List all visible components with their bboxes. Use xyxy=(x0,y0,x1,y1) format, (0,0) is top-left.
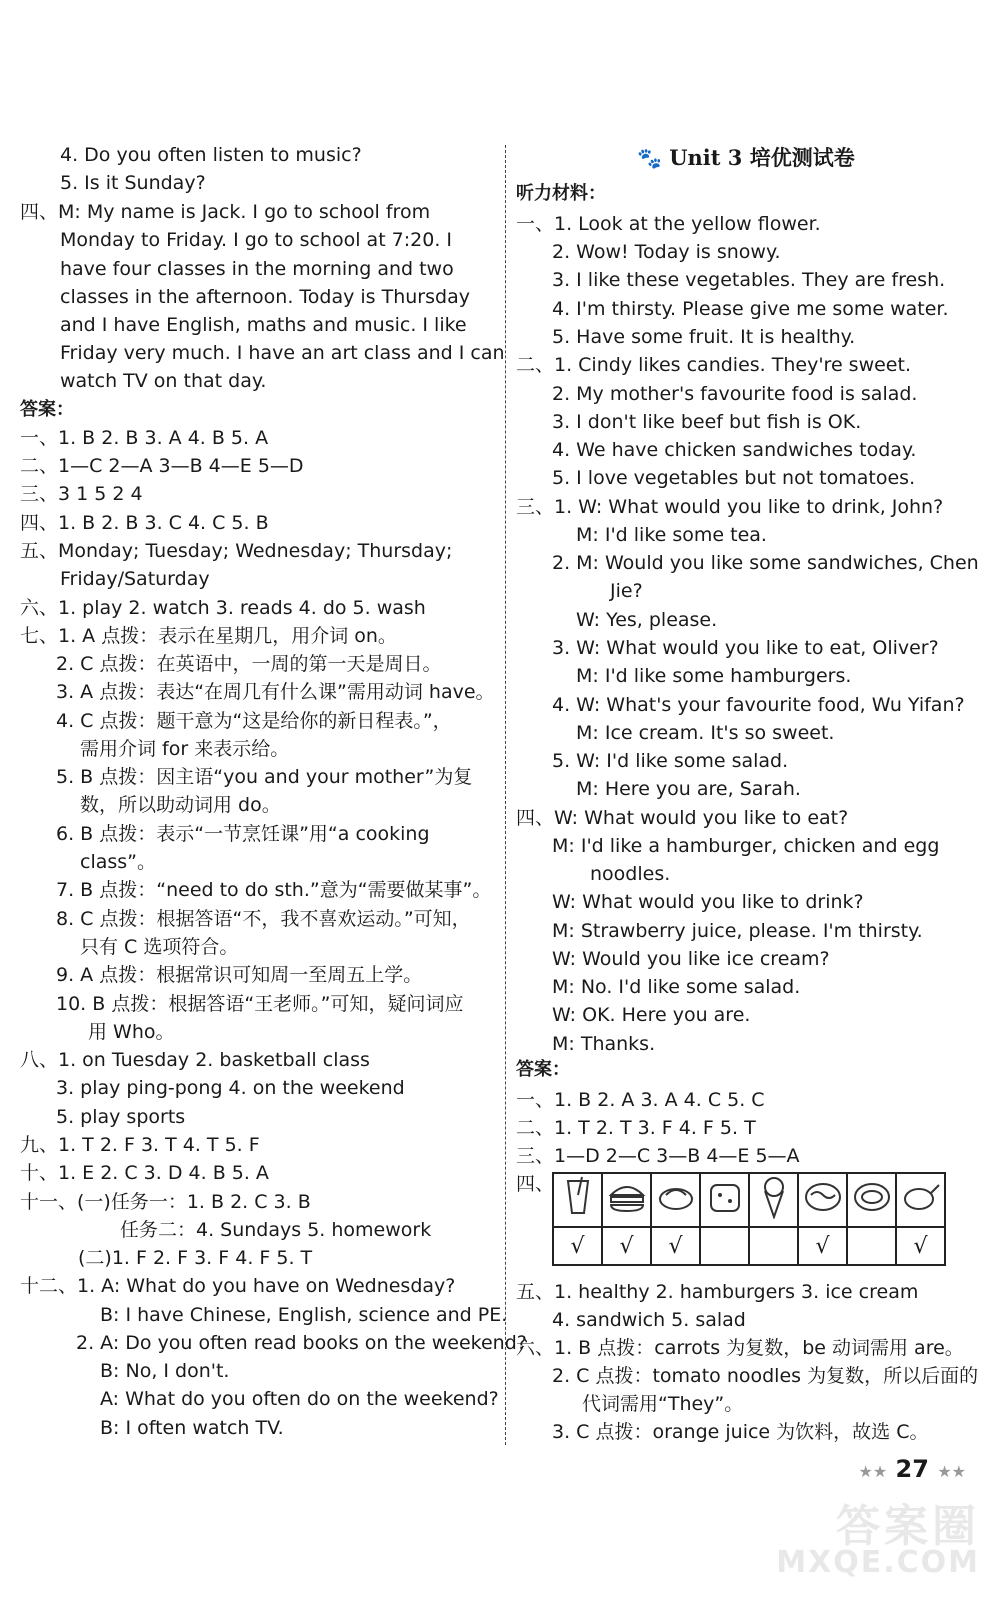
text-line: Friday very much. I have an art class and I can xyxy=(60,342,505,364)
star-icon: ★★ xyxy=(937,1462,966,1481)
text-line: B: I have Chinese, English, science and PE. xyxy=(100,1304,508,1326)
text-line: 七、1. A 点拨：表示在星期几，用介词 on。 xyxy=(20,625,397,647)
text-line: 四、1. B 2. B 3. C 4. C 5. B xyxy=(20,512,269,534)
text-line: 二、1. Cindy likes candies. They're sweet. xyxy=(516,354,911,376)
text-line: 六、1. B 点拨：carrots 为复数，be 动词需用 are。 xyxy=(516,1337,964,1359)
text-line: 4. I'm thirsty. Please give me some water. xyxy=(552,298,949,320)
watermark-url: MXQE.COM xyxy=(776,1545,980,1580)
text-line: 数，所以助动词用 do。 xyxy=(80,794,281,816)
text-line: 二、1—C 2—A 3—B 4—E 5—D xyxy=(20,455,304,477)
text-line: A: What do you often do on the weekend? xyxy=(100,1388,499,1410)
ice-cream-picture-icon xyxy=(749,1173,798,1227)
noodles-picture-icon xyxy=(798,1173,847,1227)
text-line: 3. W: What would you like to eat, Oliver? xyxy=(552,637,939,659)
page-number xyxy=(859,1455,967,1483)
bread-picture-icon xyxy=(700,1173,749,1227)
text-line: 3. play ping-pong 4. on the weekend xyxy=(56,1077,405,1099)
text-line: 4. Do you often listen to music? xyxy=(60,144,362,166)
check-cell: √ xyxy=(651,1227,700,1265)
text-line: have four classes in the morning and two xyxy=(60,258,454,280)
text-line: 五、Monday; Tuesday; Wednesday; Thursday; xyxy=(20,540,453,562)
text-line: M: Strawberry juice, please. I'm thirsty. xyxy=(552,920,923,942)
text-line: 2. C 点拨：在英语中，一周的第一天是周日。 xyxy=(56,653,442,675)
text-line: 十、1. E 2. C 3. D 4. B 5. A xyxy=(20,1162,269,1184)
text-line: M: Here you are, Sarah. xyxy=(576,778,801,800)
listening-heading: 听力材料： xyxy=(516,183,606,204)
paw-icon: 🐾 xyxy=(637,146,662,170)
text-line: classes in the afternoon. Today is Thursday xyxy=(60,286,470,308)
text-line: M: I'd like some hamburgers. xyxy=(576,665,852,687)
text-line: 2. C 点拨：tomato noodles 为复数，所以后面的 xyxy=(552,1365,979,1387)
text-line: 任务二：4. Sundays 5. homework xyxy=(120,1219,432,1241)
text-line: 6. B 点拨：表示“一节烹饪课”用“a cooking xyxy=(56,823,430,845)
text-line: 2. My mother's favourite food is salad. xyxy=(552,383,918,405)
check-cell: √ xyxy=(798,1227,847,1265)
text-line: 四、W: What would you like to eat? xyxy=(516,807,849,829)
text-line: 八、1. on Tuesday 2. basketball class xyxy=(20,1049,370,1071)
text-line: class”。 xyxy=(80,851,157,873)
text-line: 4. We have chicken sandwiches today. xyxy=(552,439,917,461)
text-line: and I have English, maths and music. I like xyxy=(60,314,467,336)
page-number-text: 27 xyxy=(895,1455,929,1483)
text-line: 5. I love vegetables but not tomatoes. xyxy=(552,467,916,489)
text-line: 一、1. B 2. A 3. A 4. C 5. C xyxy=(516,1089,765,1111)
check-cell: √ xyxy=(553,1227,602,1265)
unit-title xyxy=(637,142,855,172)
check-cell: √ xyxy=(896,1227,945,1265)
text-line: 用 Who。 xyxy=(88,1021,175,1043)
text-line: 8. C 点拨：根据答语“不，我不喜欢运动。”可知， xyxy=(56,908,471,930)
check-cell xyxy=(847,1227,896,1265)
text-line: W: Would you like ice cream? xyxy=(552,948,830,970)
text-line: 5. B 点拨：因主语“you and your mother”为复 xyxy=(56,766,473,788)
text-line: 只有 C 选项符合。 xyxy=(80,936,239,958)
answer-heading: 答案： xyxy=(20,399,74,420)
salad-picture-icon xyxy=(847,1173,896,1227)
text-line: M: Thanks. xyxy=(552,1033,656,1055)
text-line: M: I'd like some tea. xyxy=(576,524,767,546)
text-line: 四、 xyxy=(516,1173,555,1195)
text-line: 10. B 点拨：根据答语“王老师。”可知，疑问词应 xyxy=(56,993,464,1015)
text-line: Friday/Saturday xyxy=(60,568,210,590)
text-line: M: No. I'd like some salad. xyxy=(552,976,801,998)
text-line: M: I'd like a hamburger, chicken and egg xyxy=(552,835,940,857)
text-line: 十二、1. A: What do you have on Wednesday? xyxy=(20,1275,456,1297)
text-line: 9. A 点拨：根据常识可知周一至周五上学。 xyxy=(56,964,423,986)
text-line: 3. I don't like beef but fish is OK. xyxy=(552,411,862,433)
check-cell xyxy=(700,1227,749,1265)
text-line: 5. play sports xyxy=(56,1106,186,1128)
text-line: watch TV on that day. xyxy=(60,370,267,392)
text-line: 4. W: What's your favourite food, Wu Yifan? xyxy=(552,694,965,716)
juice-picture-icon xyxy=(553,1173,602,1227)
text-line: 三、1. W: What would you like to drink, John? xyxy=(516,496,944,518)
text-line: 4. C 点拨：题干意为“这是给你的新日程表。”， xyxy=(56,710,452,732)
text-line: 5. Have some fruit. It is healthy. xyxy=(552,326,856,348)
watermark: 答案圈 xyxy=(836,1501,980,1552)
check-cell: √ xyxy=(602,1227,651,1265)
text-line: 代词需用“They”。 xyxy=(582,1393,744,1415)
text-line: 三、1—D 2—C 3—B 4—E 5—A xyxy=(516,1145,800,1167)
text-line: W: Yes, please. xyxy=(576,609,718,631)
star-icon: ★★ xyxy=(858,1462,888,1481)
text-line: 一、1. Look at the yellow flower. xyxy=(516,213,821,235)
answer-heading: 答案： xyxy=(516,1059,570,1080)
text-line: noodles. xyxy=(590,863,671,885)
text-line: 二、1. T 2. T 3. F 4. F 5. T xyxy=(516,1117,756,1139)
column-divider xyxy=(505,145,506,1445)
text-line: 五、1. healthy 2. hamburgers 3. ice cream xyxy=(516,1281,919,1303)
text-line: (二)1. F 2. F 3. F 4. F 5. T xyxy=(78,1247,313,1269)
text-line: 需用介词 for 来表示给。 xyxy=(80,738,290,760)
text-line: B: No, I don't. xyxy=(100,1360,230,1382)
text-line: W: What would you like to drink? xyxy=(552,891,864,913)
unit-title-text: Unit 3 培优测试卷 xyxy=(669,145,855,170)
text-line: W: OK. Here you are. xyxy=(552,1004,751,1026)
text-line: 2. A: Do you often read books on the weekend? xyxy=(76,1332,527,1354)
text-line: M: Ice cream. It's so sweet. xyxy=(576,722,835,744)
roast-chicken-picture-icon xyxy=(896,1173,945,1227)
text-line: 四、M: My name is Jack. I go to school from xyxy=(20,201,431,223)
text-line: B: I often watch TV. xyxy=(100,1417,284,1439)
text-line: Monday to Friday. I go to school at 7:20. I xyxy=(60,229,453,251)
text-line: 5. Is it Sunday? xyxy=(60,172,206,194)
chicken-picture-icon xyxy=(651,1173,700,1227)
text-line: 3. C 点拨：orange juice 为饮料，故选 C。 xyxy=(552,1421,929,1443)
text-line: 4. sandwich 5. salad xyxy=(552,1309,746,1331)
text-line: 2. M: Would you like some sandwiches, Chen xyxy=(552,552,979,574)
text-line: 3. A 点拨：表达“在周几有什么课”需用动词 have。 xyxy=(56,681,495,703)
text-line: 5. W: I'd like some salad. xyxy=(552,750,789,772)
text-line: 一、1. B 2. B 3. A 4. B 5. A xyxy=(20,427,269,449)
hamburger-picture-icon xyxy=(602,1173,651,1227)
text-line: 三、3 1 5 2 4 xyxy=(20,483,143,505)
text-line: 六、1. play 2. watch 3. reads 4. do 5. wash xyxy=(20,597,426,619)
text-line: 2. Wow! Today is snowy. xyxy=(552,241,781,263)
check-cell xyxy=(749,1227,798,1265)
text-line: 十一、(一)任务一：1. B 2. C 3. B xyxy=(20,1191,311,1213)
food-picture-table xyxy=(552,1172,946,1266)
text-line: Jie? xyxy=(610,580,643,602)
text-line: 九、1. T 2. F 3. T 4. T 5. F xyxy=(20,1134,260,1156)
text-line: 3. I like these vegetables. They are fresh. xyxy=(552,269,946,291)
text-line: 7. B 点拨：“need to do sth.”意为“需要做某事”。 xyxy=(56,879,492,901)
